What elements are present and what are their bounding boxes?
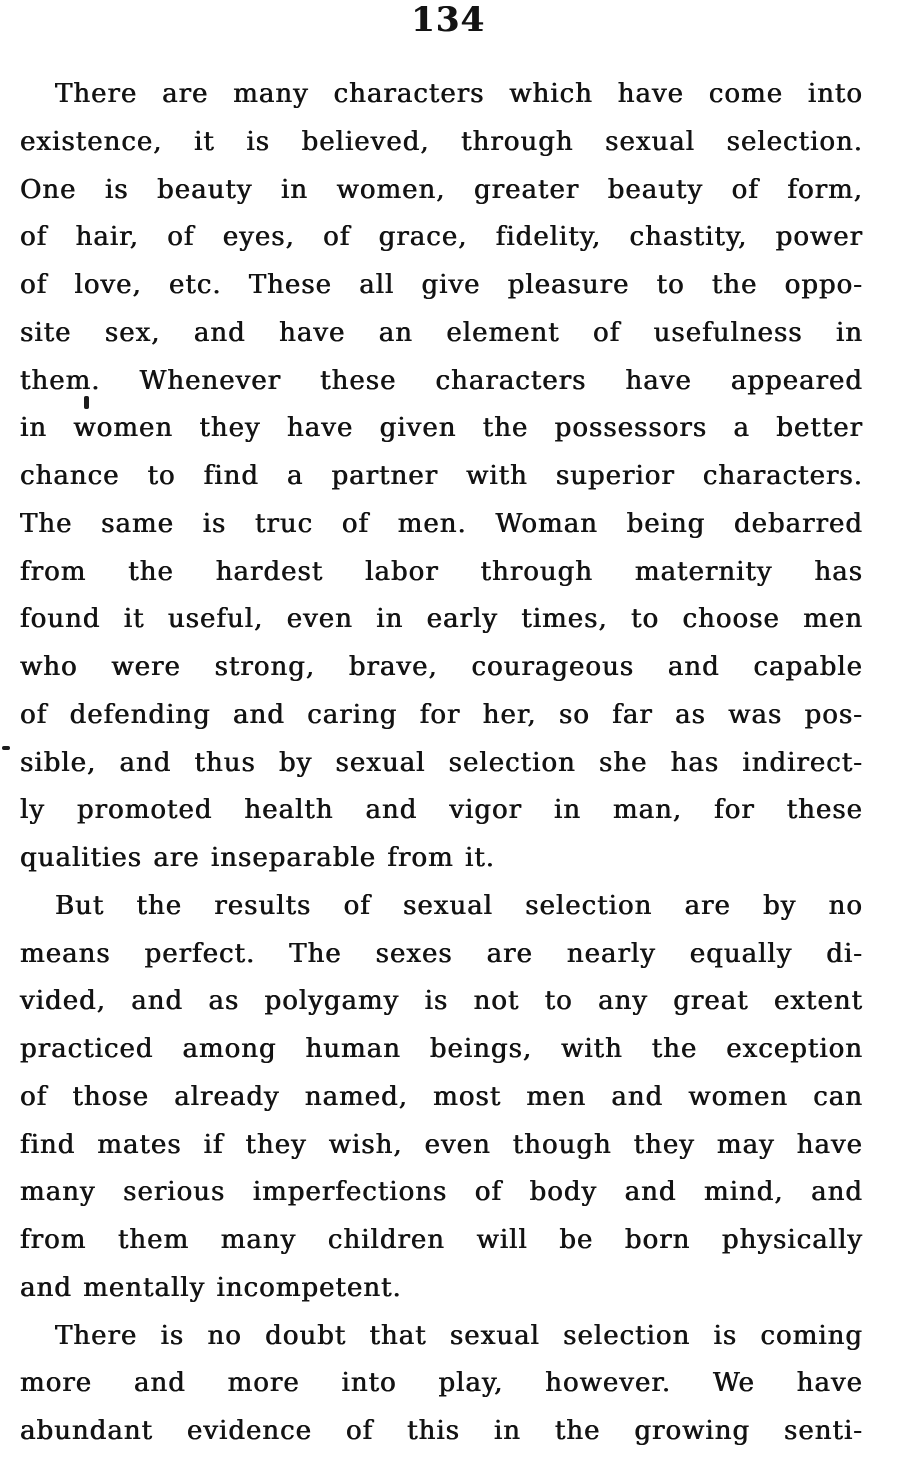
text-line: site sex, and have an element of usefulness in <box>20 317 863 348</box>
paragraph <box>20 71 863 883</box>
text-line: find mates if they wish, even though they may have <box>20 1129 863 1160</box>
text-line: in women they have given the possessors a better <box>20 413 863 444</box>
text-line: of defending and caring for her, so far as was pos- <box>20 699 863 730</box>
ink-speck-apostrophe <box>84 396 89 409</box>
text-line: existence, it is believed, through sexual selection. <box>20 126 863 157</box>
text-line: from the hardest labor through maternity has <box>20 556 863 587</box>
text-line: them. Whenever these characters have appeared <box>20 365 863 396</box>
text-line: practiced among human beings, with the exception <box>20 1034 863 1064</box>
text-line: qualities are inseparable from it. <box>20 843 495 873</box>
text-line: more and more into play, however. We have <box>20 1368 863 1399</box>
paragraph <box>20 1313 863 1456</box>
text-line: ly promoted health and vigor in man, for these <box>20 795 863 826</box>
text-line: from them many children will be born physically <box>20 1225 863 1255</box>
ink-speck-dash <box>2 746 10 750</box>
text-line: One is beauty in women, greater beauty of form, <box>20 174 863 205</box>
text-line: many serious imperfections of body and mind, and <box>20 1177 863 1208</box>
text-line: The same is truc of men. Woman being debarred <box>20 508 863 539</box>
text-line: who were strong, brave, courageous and capable <box>20 652 863 682</box>
page-number: 134 <box>411 0 485 40</box>
text-line: of those already named, most men and women can <box>20 1081 863 1112</box>
text-line: found it useful, even in early times, to choose men <box>20 604 863 635</box>
text-line: means perfect. The sexes are nearly equally di- <box>20 938 863 969</box>
text-line: vided, and as polygamy is not to any great extent <box>20 986 863 1017</box>
text-line: But the results of sexual selection are by no <box>55 890 863 921</box>
body-text <box>20 71 863 1456</box>
text-line: sible, and thus by sexual selection she has indirect- <box>20 747 863 778</box>
text-line: abundant evidence of this in the growing senti- <box>20 1416 863 1446</box>
text-line: There are many characters which have come into <box>55 79 863 109</box>
text-line: chance to find a partner with superior characters. <box>20 461 863 491</box>
text-line: of hair, of eyes, of grace, fidelity, chastity, power <box>20 222 863 253</box>
text-line: and mentally incompetent. <box>20 1272 402 1303</box>
paragraph <box>20 883 863 1313</box>
text-line: of love, etc. These all give pleasure to the oppo- <box>20 270 863 300</box>
text-line: There is no doubt that sexual selection is coming <box>55 1320 863 1351</box>
